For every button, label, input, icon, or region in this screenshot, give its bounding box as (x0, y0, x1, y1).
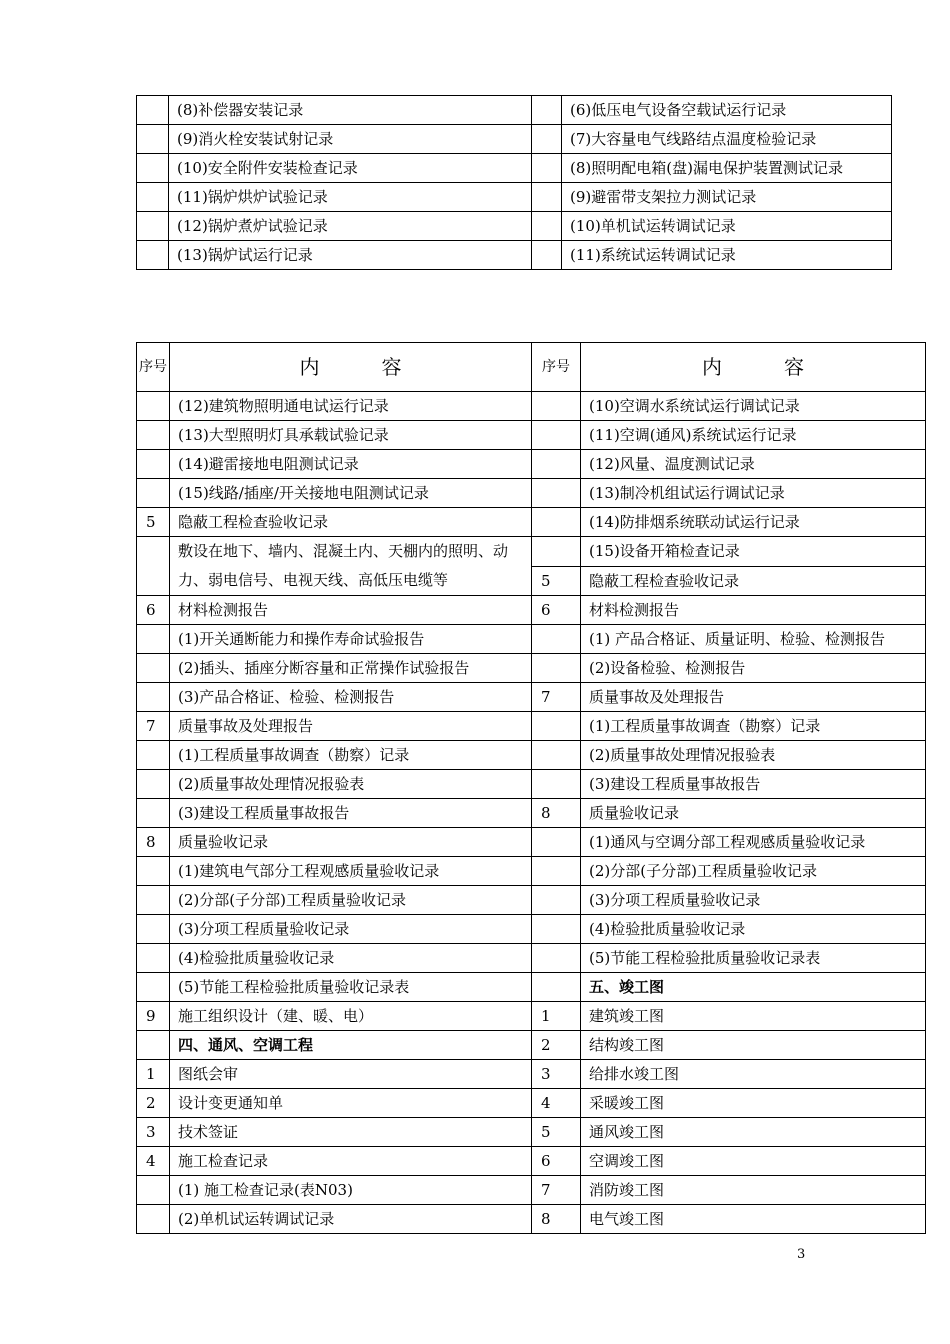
content-cell: (10)空调水系统试运行调试记录 (581, 392, 926, 421)
seq-cell (137, 392, 170, 421)
content-cell: (2)质量事故处理情况报验表 (170, 770, 532, 799)
seq-cell: 3 (532, 1060, 581, 1089)
table-row (137, 770, 926, 799)
content-cell: (4)检验批质量验收记录 (170, 944, 532, 973)
content-cell: (5)节能工程检验批质量验收记录表 (581, 944, 926, 973)
seq-cell: 5 (532, 1118, 581, 1147)
content-cell: (1) 产品合格证、质量证明、检验、检测报告 (581, 625, 926, 654)
content-cell: (13)制冷机组试运行调试记录 (581, 479, 926, 508)
header-seq: 序号 (532, 343, 581, 392)
seq-cell (532, 392, 581, 421)
content-cell: 材料检测报告 (581, 596, 926, 625)
content-cell: (13)大型照明灯具承载试验记录 (170, 421, 532, 450)
page-number: 3 (797, 1247, 806, 1262)
table-row (137, 625, 926, 654)
table-row (137, 1089, 926, 1118)
seq-cell (137, 915, 170, 944)
content-cell: (1)开关通断能力和操作寿命试验报告 (170, 625, 532, 654)
cell-content-right: (6)低压电气设备空载试运行记录 (562, 96, 892, 125)
content-cell: (1)工程质量事故调查（勘察）记录 (581, 712, 926, 741)
table-row (137, 741, 926, 770)
cell-content-left: (10)安全附件安装检查记录 (169, 154, 532, 183)
seq-cell: 6 (137, 596, 170, 625)
seq-cell (532, 421, 581, 450)
seq-cell (532, 741, 581, 770)
seq-cell (137, 886, 170, 915)
content-cell: 电气竣工图 (581, 1205, 926, 1234)
records-table (136, 342, 926, 1234)
content-cell: 材料检测报告 (170, 596, 532, 625)
seq-cell (532, 450, 581, 479)
table-row (137, 1205, 926, 1234)
content-cell: (1) 施工检查记录(表N03) (170, 1176, 532, 1205)
content-cell: (15)设备开箱检查记录 (581, 537, 926, 567)
content-cell: (2)分部(子分部)工程质量验收记录 (170, 886, 532, 915)
table-row (137, 1118, 926, 1147)
seq-cell (137, 625, 170, 654)
content-cell: (5)节能工程检验批质量验收记录表 (170, 973, 532, 1002)
content-cell: (2)单机试运转调试记录 (170, 1205, 532, 1234)
content-cell: (3)产品合格证、检验、检测报告 (170, 683, 532, 712)
content-cell: 隐蔽工程检查验收记录 (170, 508, 532, 537)
seq-cell (137, 1205, 170, 1234)
seq-cell (532, 944, 581, 973)
table-row (137, 154, 892, 183)
table-row (137, 1002, 926, 1031)
content-cell: 图纸会审 (170, 1060, 532, 1089)
cell-content-right: (7)大容量电气线路结点温度检验记录 (562, 125, 892, 154)
table-row (137, 915, 926, 944)
table-row (137, 241, 892, 270)
seq-cell (137, 944, 170, 973)
seq-cell (137, 857, 170, 886)
table-row (137, 828, 926, 857)
seq-cell: 1 (137, 1060, 170, 1089)
content-cell: (3)分项工程质量验收记录 (170, 915, 532, 944)
table-row (137, 183, 892, 212)
header-seq: 序号 (137, 343, 170, 392)
table-row (137, 799, 926, 828)
seq-cell (532, 828, 581, 857)
seq-cell (137, 973, 170, 1002)
table-row (137, 212, 892, 241)
content-cell: 技术签证 (170, 1118, 532, 1147)
content-cell: 隐蔽工程检查验收记录 (581, 566, 926, 596)
content-cell: 质量验收记录 (170, 828, 532, 857)
seq-cell (137, 683, 170, 712)
table-row (137, 1060, 926, 1089)
table-row (137, 537, 926, 567)
cell-content-left: (11)锅炉烘炉试验记录 (169, 183, 532, 212)
table-row (137, 479, 926, 508)
content-cell: 采暖竣工图 (581, 1089, 926, 1118)
content-cell: 施工检查记录 (170, 1147, 532, 1176)
seq-cell: 4 (137, 1147, 170, 1176)
seq-cell (137, 421, 170, 450)
content-cell: (14)防排烟系统联动试运行记录 (581, 508, 926, 537)
seq-cell: 5 (137, 508, 170, 537)
cell-content-right: (9)避雷带支架拉力测试记录 (562, 183, 892, 212)
content-cell: (3)建设工程质量事故报告 (170, 799, 532, 828)
content-cell: 通风竣工图 (581, 1118, 926, 1147)
content-cell: (3)分项工程质量验收记录 (581, 886, 926, 915)
header-content: 内容 (170, 343, 532, 392)
section-heading: 四、通风、空调工程 (170, 1031, 532, 1060)
content-cell: (12)建筑物照明通电试运行记录 (170, 392, 532, 421)
content-cell: 建筑竣工图 (581, 1002, 926, 1031)
seq-cell (137, 741, 170, 770)
seq-cell (137, 1031, 170, 1060)
content-cell: (11)空调(通风)系统试运行记录 (581, 421, 926, 450)
table-header-row (137, 343, 926, 392)
seq-cell: 4 (532, 1089, 581, 1118)
seq-cell: 5 (532, 566, 581, 596)
table-row (137, 654, 926, 683)
seq-cell (137, 1176, 170, 1205)
content-cell: (2)插头、插座分断容量和正常操作试验报告 (170, 654, 532, 683)
content-cell: 设计变更通知单 (170, 1089, 532, 1118)
content-cell: 空调竣工图 (581, 1147, 926, 1176)
seq-cell: 8 (532, 799, 581, 828)
content-cell: (4)检验批质量验收记录 (581, 915, 926, 944)
seq-cell (532, 915, 581, 944)
table-row (137, 886, 926, 915)
seq-cell: 7 (137, 712, 170, 741)
content-cell: (1)建筑电气部分工程观感质量验收记录 (170, 857, 532, 886)
content-cell: (12)风量、温度测试记录 (581, 450, 926, 479)
header-content: 内容 (581, 343, 926, 392)
cell-content-left: (9)消火栓安装试射记录 (169, 125, 532, 154)
table-row (137, 973, 926, 1002)
table-row (137, 857, 926, 886)
content-cell: 结构竣工图 (581, 1031, 926, 1060)
content-cell: (2)分部(子分部)工程质量验收记录 (581, 857, 926, 886)
content-cell: (3)建设工程质量事故报告 (581, 770, 926, 799)
content-cell: (1)通风与空调分部工程观感质量验收记录 (581, 828, 926, 857)
content-cell: 消防竣工图 (581, 1176, 926, 1205)
table-row (137, 450, 926, 479)
table-row (137, 944, 926, 973)
seq-cell (137, 537, 170, 596)
seq-cell: 8 (532, 1205, 581, 1234)
table-row (137, 421, 926, 450)
table-row (137, 96, 892, 125)
content-cell: (2)设备检验、检测报告 (581, 654, 926, 683)
seq-cell (137, 450, 170, 479)
table-row (137, 596, 926, 625)
seq-cell: 7 (532, 683, 581, 712)
table-row (137, 1147, 926, 1176)
seq-cell (532, 886, 581, 915)
content-cell: 质量事故及处理报告 (581, 683, 926, 712)
seq-cell (532, 770, 581, 799)
seq-cell (532, 973, 581, 1002)
table-row (137, 1031, 926, 1060)
content-cell: 质量验收记录 (581, 799, 926, 828)
seq-cell: 8 (137, 828, 170, 857)
table-row (137, 508, 926, 537)
section-heading: 五、竣工图 (581, 973, 926, 1002)
seq-cell (532, 625, 581, 654)
seq-cell (532, 537, 581, 567)
seq-cell (137, 654, 170, 683)
seq-cell (137, 799, 170, 828)
seq-cell (137, 770, 170, 799)
seq-cell (532, 712, 581, 741)
seq-cell: 2 (532, 1031, 581, 1060)
content-cell: 给排水竣工图 (581, 1060, 926, 1089)
content-cell: 施工组织设计（建、暖、电） (170, 1002, 532, 1031)
seq-cell: 6 (532, 596, 581, 625)
seq-cell (532, 654, 581, 683)
table-row (137, 392, 926, 421)
cell-content-left: (8)补偿器安装记录 (169, 96, 532, 125)
seq-cell (137, 479, 170, 508)
content-cell: (1)工程质量事故调查（勘察）记录 (170, 741, 532, 770)
cell-content-left: (12)锅炉煮炉试验记录 (169, 212, 532, 241)
content-cell: (14)避雷接地电阻测试记录 (170, 450, 532, 479)
seq-cell: 9 (137, 1002, 170, 1031)
seq-cell (532, 857, 581, 886)
continuation-table (136, 95, 892, 270)
table-row (137, 683, 926, 712)
seq-cell: 6 (532, 1147, 581, 1176)
content-cell: (15)线路/插座/开关接地电阻测试记录 (170, 479, 532, 508)
seq-cell: 2 (137, 1089, 170, 1118)
cell-content-left: (13)锅炉试运行记录 (169, 241, 532, 270)
table-row (137, 1176, 926, 1205)
cell-content-right: (11)系统试运转调试记录 (562, 241, 892, 270)
content-cell: 质量事故及处理报告 (170, 712, 532, 741)
content-cell: 敷设在地下、墙内、混凝土内、天棚内的照明、动力、弱电信号、电视天线、高低压电缆等 (170, 537, 532, 596)
table-row (137, 712, 926, 741)
seq-cell (532, 479, 581, 508)
seq-cell (532, 508, 581, 537)
seq-cell: 1 (532, 1002, 581, 1031)
cell-content-right: (8)照明配电箱(盘)漏电保护装置测试记录 (562, 154, 892, 183)
seq-cell: 7 (532, 1176, 581, 1205)
seq-cell: 3 (137, 1118, 170, 1147)
content-cell: (2)质量事故处理情况报验表 (581, 741, 926, 770)
cell-content-right: (10)单机试运转调试记录 (562, 212, 892, 241)
table-row (137, 125, 892, 154)
